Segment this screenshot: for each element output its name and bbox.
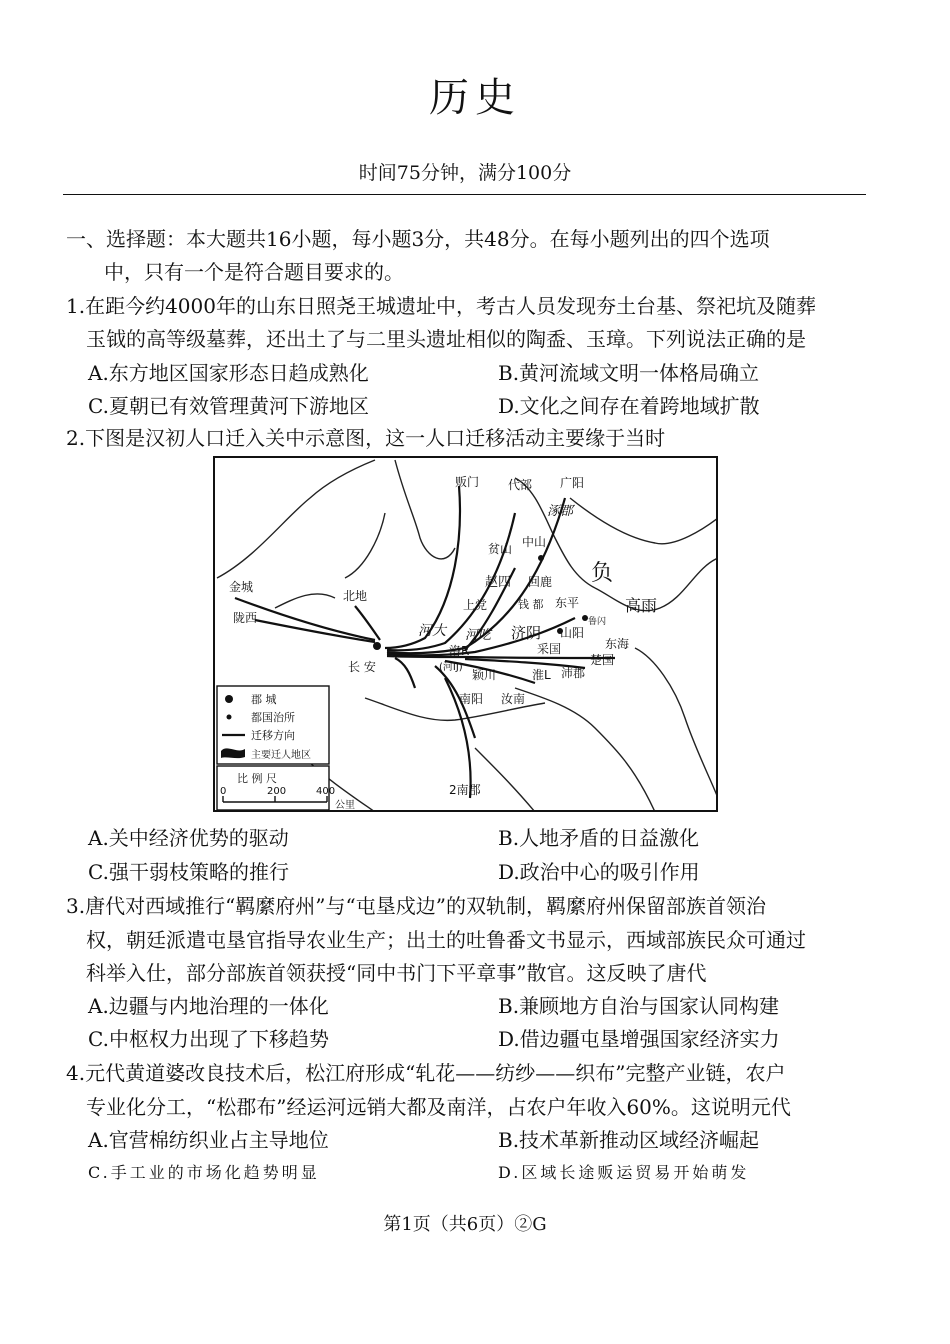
section-heading-line1: 一、选择题：本大题共16小题，每小题3分，共48分。在每小题列出的四个选项 [66,227,770,251]
map-label-longxi: 陇西 [233,611,258,625]
q1-option-d: D.文化之间存在着跨地域扩散 [498,394,760,418]
exam-title: 历史 [429,75,521,121]
map-label-jiyin: 济阴 [511,624,542,642]
q3-option-a: A.边疆与内地治理的一体化 [88,994,329,1018]
legend-arrow-label: 迁移方向 [251,729,295,742]
map-label-julu: 回鹿 [528,575,553,589]
map-label-henan: (河IJ) [439,662,463,673]
q3-stem-line3: 科举入仕，部分部族首领获授“同中书门下平章事”散官。这反映了唐代 [86,961,707,985]
q3-stem-line1: 3.唐代对西域推行“羁縻府州”与“屯垦戍边”的双轨制，羁縻府州保留部族首领治 [66,894,766,918]
q1-stem-line1: 1.在距今约4000年的山东日照尧王城遗址中，考古人员发现夯土台基、祭祀坑及随葬 [66,294,816,318]
scale-unit: 公里 [335,800,355,811]
map-label-nanjun: 2南郡 [449,783,481,797]
map-label-layer [215,458,716,810]
map-label-shanyang: 山阳 [560,626,585,640]
legend-area-label: 主要迁人地区 [251,750,311,761]
q1-option-a: A.东方地区国家形态日趋成熟化 [88,361,369,385]
map-label-pei: 沛郡 [561,666,586,680]
map-label-donghai: 东海 [605,637,630,651]
q1-option-b: B.黄河流域文明一体格局确立 [498,361,760,385]
han-migration-map [213,456,718,812]
q4-stem-line2: 专业化分工，“松郡布”经运河远销大都及南洋，占农户年收入60%。这说明元代 [86,1095,791,1119]
map-label-huaiyang: 淮L [532,668,551,682]
map-label-nanyang: 南阳 [459,692,484,706]
q4-stem-line1: 4.元代黄道婆改良技术后，松江府形成“轧花——纺纱——织布”完整产业链，农户 [66,1061,786,1085]
q2-stem-line1: 2.下图是汉初人口迁入关中示意图，这一人口迁移活动主要缘于当时 [66,426,666,450]
map-label-luoyang: 洛R [449,644,470,658]
q2-option-b: B.人地矛盾的日益激化 [498,826,700,850]
map-label-song: 采国 [537,642,562,656]
map-label-gaoyu: 高雨 [625,596,658,615]
q2-option-c: C.强干弱枝策略的推行 [88,860,289,884]
q2-option-d: D.政治中心的吸引作用 [498,860,700,884]
q3-option-b: B.兼顾地方自治与国家认同构建 [498,994,780,1018]
q2-option-a: A.关中经济优势的驱动 [88,826,289,850]
map-label-beidi: 北地 [343,589,368,603]
map-label-dai: 代部 [508,478,533,492]
map-label-chu: 楚国 [590,653,615,667]
map-label-lu: 鲁闪 [588,617,607,627]
map-label-dongping: 东平 [555,596,580,610]
map-label-zhongshan: 中山 [522,535,547,549]
map-label-jincheng: 金城 [229,580,254,594]
exam-subtitle: 时间75分钟，满分100分 [358,162,572,184]
q4-option-c: C.手工业的市场化趋势明显 [88,1163,320,1182]
page-footer: 第1页（共6页）②G [383,1214,547,1235]
q3-stem-line2: 权，朝廷派遣屯垦官指导农业生产；出土的吐鲁番文书显示，西域部族民众可通过 [86,928,806,952]
map-label-zhao: 赵四 [485,575,512,590]
q3-option-d: D.借边疆屯垦增强国家经济实力 [498,1027,780,1051]
map-label-changan: 长 安 [348,660,376,674]
q3-option-c: C.中枢权力出现了下移趋势 [88,1027,329,1051]
q4-option-b: B.技术革新推动区域经济崛起 [498,1128,760,1152]
map-label-taiyuan: 贫山 [488,542,513,556]
legend-capital-label: 郡 城 [251,693,277,706]
scale-tick-400: 400 [316,786,336,797]
scale-title: 比 例 尺 [237,772,277,785]
header-divider [63,194,866,195]
map-label-guangyang: 广阳 [560,476,585,490]
map-label-shangdang: 上党 [463,598,488,612]
legend-seat-label: 都国治所 [251,711,295,724]
q1-stem-line2: 玉钺的高等级墓葬，还出土了与二里头遗址相似的陶盉、玉璋。下列说法正确的是 [86,327,806,351]
map-label-yingchuan: 颖川 [472,668,497,682]
q1-option-c: C.夏朝已有效管理黄河下游地区 [88,394,369,418]
map-label-henei: 河吃 [465,628,492,643]
scale-tick-0: 0 [220,786,227,797]
map-label-fu: 负 [591,561,614,586]
q4-option-d: D.区域长途贩运贸易开始萌发 [498,1163,750,1182]
map-label-yanmen: 贩门 [455,475,480,489]
map-label-ji-dou: 钱 都 [518,598,544,611]
map-label-hedong: 河大 [418,623,446,639]
map-label-zhuojun: 涿郡 [547,504,574,519]
section-heading-line2: 中，只有一个是符合题目要求的。 [104,260,404,284]
q4-option-a: A.官营棉纺织业占主导地位 [88,1128,329,1152]
map-label-runan: 汝南 [501,692,526,706]
scale-tick-200: 200 [267,786,287,797]
